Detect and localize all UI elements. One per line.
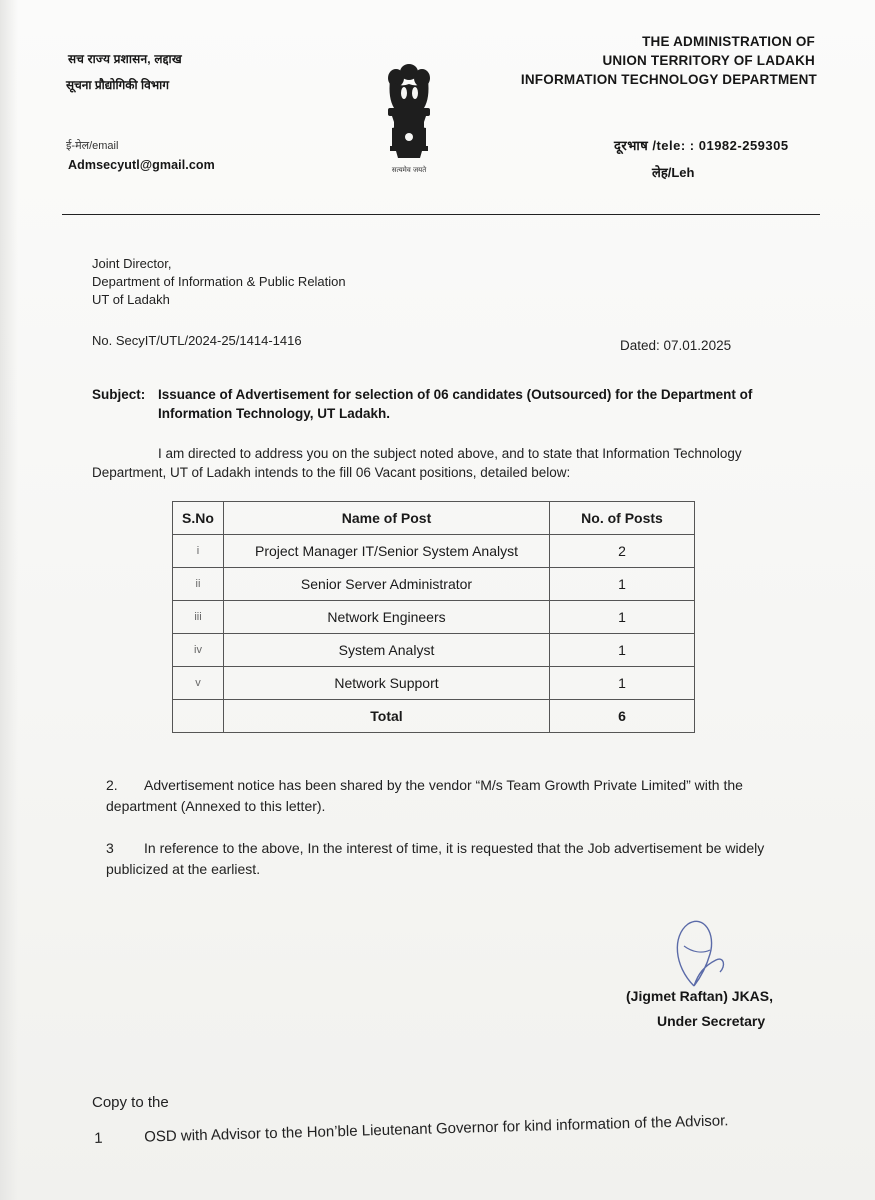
cell-post-count: 2	[550, 535, 695, 568]
email-address[interactable]: Admsecyutl@gmail.com	[68, 158, 215, 172]
telephone-number: दूरभाष /tele: : 01982-259305	[614, 138, 789, 153]
cell-post-count: 1	[550, 634, 695, 667]
scan-edge-shadow	[0, 0, 18, 1200]
table-row	[173, 634, 695, 667]
paragraph-3	[106, 838, 786, 880]
paragraph-text: Advertisement notice has been shared by the vendor “M/s Team Growth Private Limited” with the department (Annexed to this letter).	[106, 777, 743, 814]
cell-sno: iii	[173, 601, 224, 634]
col-header-post: Name of Post	[224, 502, 550, 535]
letterhead-title-line1: THE ADMINISTRATION OF	[642, 34, 815, 49]
letterhead-title-line2: UNION TERRITORY OF LADAKH	[602, 53, 815, 68]
letterhead-title-line3: INFORMATION TECHNOLOGY DEPARTMENT	[520, 72, 817, 87]
subject-label: Subject:	[92, 387, 146, 402]
signatory-designation: Under Secretary	[657, 1013, 766, 1029]
table-row	[173, 667, 695, 700]
cell-post-name: Project Manager IT/Senior System Analyst	[224, 535, 550, 568]
subject-text: Issuance of Advertisement for selection of 06 candidates (Outsourced) for the Department of Information Technology, UT Ladakh.	[158, 387, 753, 421]
col-header-sno: S.No	[173, 502, 224, 535]
addressee-line: Department of Information & Public Relation	[92, 274, 346, 289]
cell-post-name: Network Support	[224, 667, 550, 700]
header-divider	[62, 214, 820, 215]
reference-number: No. SecyIT/UTL/2024-25/1414-1416	[92, 333, 302, 348]
table-row	[173, 568, 695, 601]
cell-sno: ii	[173, 568, 224, 601]
cell-post-name: Network Engineers	[224, 601, 550, 634]
handwritten-signature	[664, 916, 734, 996]
cell-sno: iv	[173, 634, 224, 667]
email-label: ई-मेल/email	[66, 140, 119, 152]
letterhead-hindi-line1: सच राज्य प्रशासन, लद्दाख	[68, 52, 182, 66]
cell-post-count: 1	[550, 601, 695, 634]
copy-to-item	[94, 1110, 814, 1147]
subject-block	[92, 385, 762, 423]
cell-sno: i	[173, 535, 224, 568]
letterhead-hindi-line2: सूचना प्रौद्योगिकी विभाग	[66, 78, 170, 92]
cell-total-label: Total	[224, 700, 550, 733]
copy-item-text: OSD with Advisor to the Hon’ble Lieutenant Governor for kind information of the Advisor.	[143, 1112, 729, 1146]
table-row	[173, 535, 695, 568]
paragraph-number: 2.	[106, 777, 118, 793]
col-header-count: No. of Posts	[550, 502, 695, 535]
copy-item-number: 1	[94, 1129, 103, 1147]
cell-sno: v	[173, 667, 224, 700]
addressee-line: Joint Director,	[92, 256, 172, 271]
cell-post-name: Senior Server Administrator	[224, 568, 550, 601]
addressee-block	[92, 255, 346, 309]
letter-date: Dated: 07.01.2025	[620, 338, 732, 353]
cell-empty	[173, 700, 224, 733]
paragraph-2	[106, 775, 786, 817]
office-place: लेह/Leh	[652, 165, 695, 180]
table-total-row	[173, 700, 695, 733]
paragraph-number: 3	[106, 840, 114, 856]
addressee-line: UT of Ladakh	[92, 292, 170, 307]
paragraph-text: In reference to the above, In the interest of time, it is requested that the Job advertisement be widely publicized at the earliest.	[106, 840, 765, 877]
cell-post-name: System Analyst	[224, 634, 550, 667]
vacancy-table	[172, 501, 695, 733]
copy-to-label: Copy to the	[92, 1094, 169, 1111]
cell-post-count: 1	[550, 568, 695, 601]
emblem-caption: सत्यमेव जयते	[391, 166, 427, 174]
table-header-row	[173, 502, 695, 535]
cell-post-count: 1	[550, 667, 695, 700]
cell-total-value: 6	[550, 700, 695, 733]
national-emblem-icon	[374, 58, 444, 178]
signatory-name: (Jigmet Raftan) JKAS,	[626, 988, 774, 1004]
table-row	[173, 601, 695, 634]
intro-paragraph: I am directed to address you on the subject noted above, and to state that Information Technology Department, UT of Ladakh intends to the fill 06 Vacant positions, detailed below:	[92, 446, 742, 480]
